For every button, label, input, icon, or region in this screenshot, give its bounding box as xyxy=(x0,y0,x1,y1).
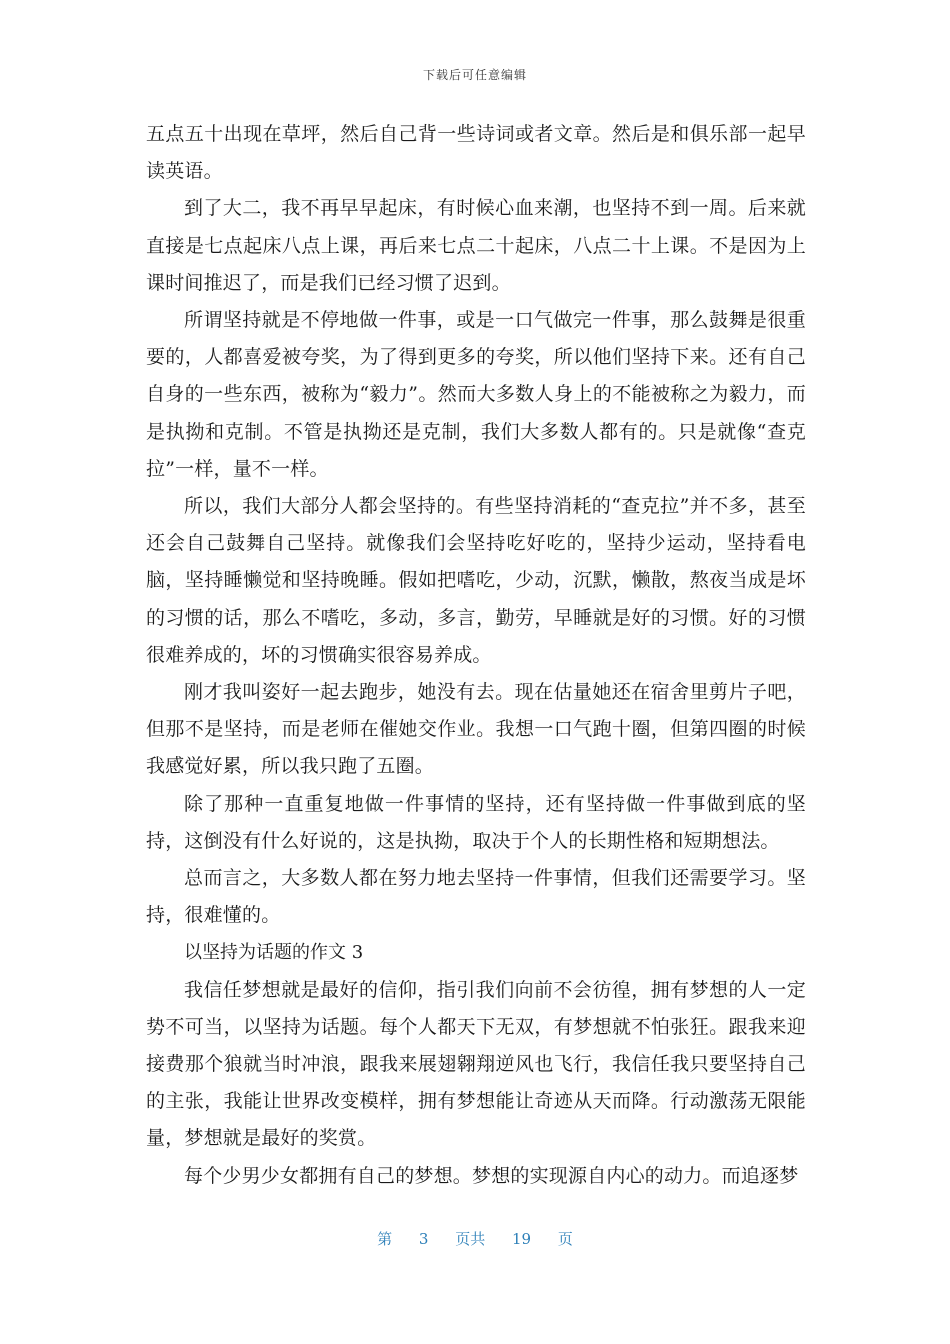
paragraph-7: 总而言之，大多数人都在努力地去坚持一件事情，但我们还需要学习。坚持，很难懂的。 xyxy=(146,867,806,927)
current-page-number: 3 xyxy=(418,1230,429,1248)
page-label-mid: 页共 xyxy=(455,1230,486,1248)
paragraph-5: 刚才我叫姿好一起去跑步，她没有去。现在估量她还在宿舍里剪片子吧，但那不是坚持，而是老师在催她交作业。我想一口气跑十圈，但第四圈的时候我感觉好累，所以我只跑了五圈。 xyxy=(146,681,806,778)
document-body xyxy=(146,116,806,1195)
total-pages-number: 19 xyxy=(512,1230,532,1248)
page-footer xyxy=(0,1228,950,1249)
paragraph-1: 五点五十出现在草坪，然后自己背一些诗词或者文章。然后是和俱乐部一起早读英语。 xyxy=(146,123,806,183)
paragraph-2: 到了大二，我不再早早起床，有时候心血来潮，也坚持不到一周。后来就直接是七点起床八点上课，再后来七点二十起床，八点二十上课。不是因为上课时间推迟了，而是我们已经习惯了迟到。 xyxy=(146,197,806,294)
page-label-suffix: 页 xyxy=(557,1230,573,1248)
section-title: 以坚持为话题的作文 3 xyxy=(184,942,364,964)
paragraph-6: 除了那种一直重复地做一件事情的坚持，还有坚持做一件事做到底的坚持，这倒没有什么好说的，这是执拗，取决于个人的长期性格和短期想法。 xyxy=(146,792,806,852)
paragraph-3: 所谓坚持就是不停地做一件事，或是一口气做完一件事，那么鼓舞是很重要的，人都喜爱被夸奖，为了得到更多的夸奖，所以他们坚持下来。还有自己自身的一些东西，被称为“毅力”。然而大多数人身上的不能被称之为毅力，而是执拗和克制。不管是执拗还是克制，我们大多数人都有的。只是就像“查克拉”一样，量不一样。 xyxy=(146,309,806,480)
page-label-prefix: 第 xyxy=(377,1230,393,1248)
paragraph-9: 每个少男少女都拥有自己的梦想。梦想的实现源自内心的动力。而追逐梦 xyxy=(184,1164,799,1187)
paragraph-8: 我信任梦想就是最好的信仰，指引我们向前不会彷徨，拥有梦想的人一定势不可当，以坚持为话题。每个人都天下无双，有梦想就不怕张狂。跟我来迎接费那个狼就当时冲浪，跟我来展翅翱翔逆风也飞行，我信任我只要坚持自己的主张，我能让世界改变模样，拥有梦想能让奇迹从天而降。行动激荡无限能量，梦想就是最好的奖赏。 xyxy=(146,978,806,1150)
paragraph-4: 所以，我们大部分人都会坚持的。有些坚持消耗的“查克拉”并不多，甚至还会自己鼓舞自己坚持。就像我们会坚持吃好吃的，坚持少运动，坚持看电脑，坚持睡懒觉和坚持晚睡。假如把嗜吃，少动，沉默，懒散，熬夜当成是坏的习惯的话，那么不嗜吃，多动，多言，勤劳，早睡就是好的习惯。好的习惯很难养成的，坏的习惯确实很容易养成。 xyxy=(146,495,806,666)
page-header-note: 下载后可任意编辑 xyxy=(422,68,527,82)
